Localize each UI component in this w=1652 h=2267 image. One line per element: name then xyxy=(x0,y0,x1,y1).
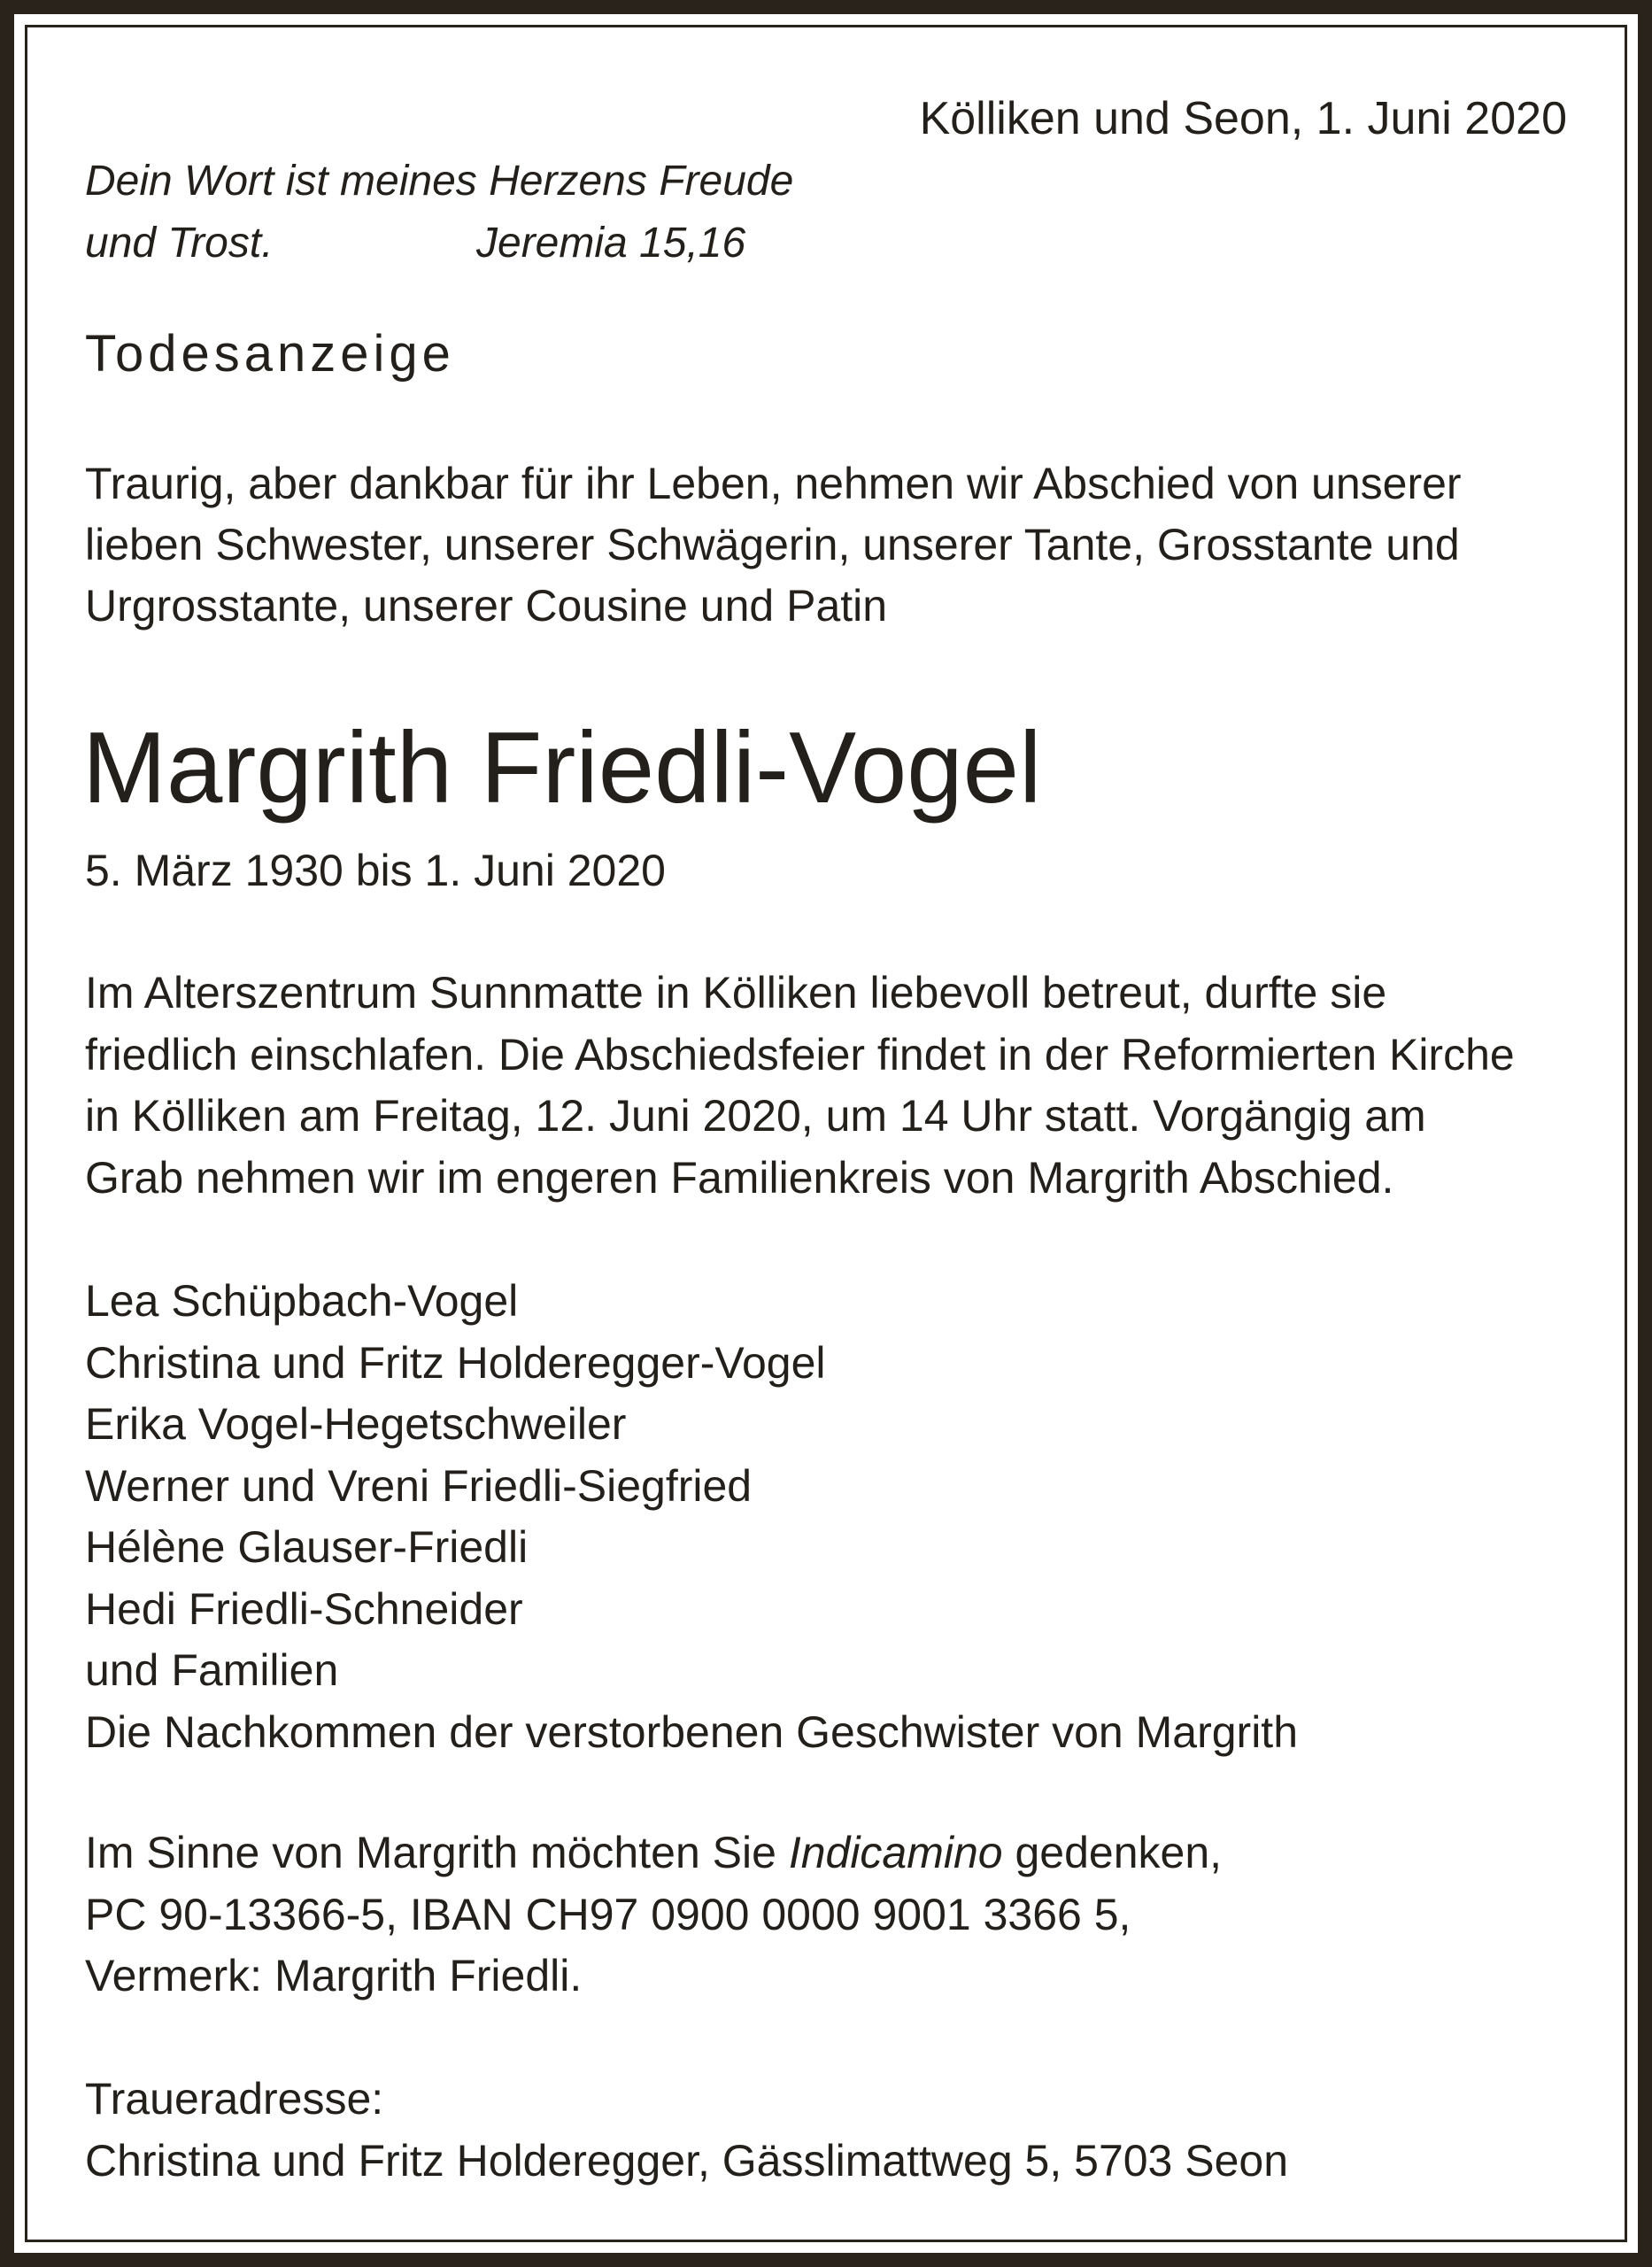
mourner-name: Lea Schüpbach-Vogel xyxy=(85,1276,519,1326)
verse-line-2: und Trost. xyxy=(85,220,274,267)
donation-line-1 xyxy=(85,1822,1222,1884)
mourner-name: Hedi Friedli-Schneider xyxy=(85,1583,523,1634)
service-paragraph xyxy=(85,963,1515,1209)
life-dates: 5. März 1930 bis 1. Juni 2020 xyxy=(85,846,666,895)
intro-line: Traurig, aber dankbar für ihr Leben, nehmen wir Abschied von unserer xyxy=(85,459,1462,508)
verse-line-1: Dein Wort ist meines Herzens Freude xyxy=(85,158,794,205)
place-date: Kölliken und Seon, 1. Juni 2020 xyxy=(919,93,1567,144)
notice-heading: Todesanzeige xyxy=(85,325,455,383)
address-label: Traueradresse: xyxy=(85,2074,384,2124)
intro-line: Urgrosstante, unserer Cousine und Patin xyxy=(85,581,888,631)
donation-prefix: Im Sinne von Margrith möchten Sie xyxy=(85,1828,789,1877)
mourner-name: Werner und Vreni Friedli-Siegfried xyxy=(85,1460,753,1511)
mourner-name: Christina und Fritz Holderegger-Vogel xyxy=(85,1337,826,1388)
charity-name: Indicamino xyxy=(788,1828,1003,1877)
service-line: Grab nehmen wir im engeren Familienkreis von Margrith Abschied. xyxy=(85,1152,1394,1203)
mourner-name: Die Nachkommen der verstorbenen Geschwister von Margrith xyxy=(85,1706,1298,1757)
mourning-address xyxy=(85,2069,1288,2192)
service-line: friedlich einschlafen. Die Abschiedsfeier findet in der Reformierten Kirche xyxy=(85,1029,1515,1079)
mourner-name: und Familien xyxy=(85,1645,339,1695)
address-text: Christina und Fritz Holderegger, Gässlimattweg 5, 5703 Seon xyxy=(85,2135,1289,2186)
mourner-name: Hélène Glauser-Friedli xyxy=(85,1522,529,1572)
intro-line: lieben Schwester, unserer Schwägerin, unserer Tante, Grosstante und xyxy=(85,520,1460,569)
intro-paragraph xyxy=(85,453,1462,637)
donation-suffix: gedenken, xyxy=(1002,1828,1223,1877)
donation-account: PC 90-13366-5, IBAN CH97 0900 0000 9001 3366 5, xyxy=(85,1889,1131,1939)
verse-reference: Jeremia 15,16 xyxy=(476,220,746,267)
bible-verse xyxy=(85,151,793,275)
mourners-list xyxy=(85,1271,1298,1763)
mourner-name: Erika Vogel-Hegetschweiler xyxy=(85,1399,627,1449)
donation-note: Vermerk: Margrith Friedli. xyxy=(85,1951,583,2000)
donation-paragraph xyxy=(85,1822,1222,2008)
service-line: in Kölliken am Freitag, 12. Juni 2020, um 14 Uhr statt. Vorgängig am xyxy=(85,1091,1426,1141)
service-line: Im Alterszentrum Sunnmatte in Kölliken liebevoll betreut, durfte sie xyxy=(85,968,1387,1017)
deceased-name: Margrith Friedli-Vogel xyxy=(82,712,1042,824)
